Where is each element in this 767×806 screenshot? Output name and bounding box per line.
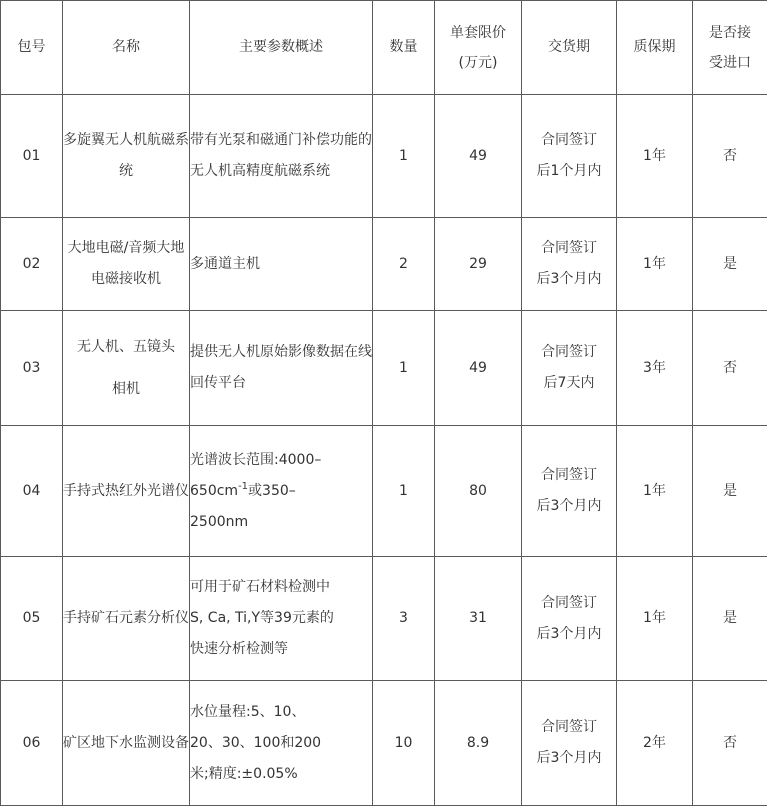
cell-delivery	[522, 681, 617, 806]
params-post: 或350–	[248, 482, 296, 499]
name-line2: 相机	[112, 381, 140, 397]
cell-price: 31	[435, 557, 522, 681]
params-line3: 米;精度:±0.05%	[190, 765, 298, 782]
header-row	[1, 1, 767, 95]
params-line2: 20、30、100和200	[190, 734, 322, 751]
cell-import: 否	[693, 311, 767, 426]
cell-warranty: 1年	[617, 557, 693, 681]
delivery-line2: 后3个月内	[536, 750, 602, 766]
delivery-line1: 合同签订	[541, 344, 597, 360]
cell-qty: 1	[373, 426, 435, 557]
table-row	[1, 218, 767, 311]
table-row	[1, 95, 767, 218]
cell-price: 29	[435, 218, 522, 311]
cell-warranty: 1年	[617, 426, 693, 557]
cell-params	[190, 681, 373, 806]
header-import-line2: 受进口	[709, 54, 751, 71]
cell-qty: 1	[373, 95, 435, 218]
cell-delivery	[522, 95, 617, 218]
table-row	[1, 681, 767, 806]
cell-warranty: 3年	[617, 311, 693, 426]
cell-pkg: 01	[1, 95, 63, 218]
cell-pkg: 02	[1, 218, 63, 311]
table-row	[1, 311, 767, 426]
cell-price: 8.9	[435, 681, 522, 806]
cell-price: 49	[435, 95, 522, 218]
cell-import: 否	[693, 95, 767, 218]
cell-warranty: 1年	[617, 218, 693, 311]
cell-price: 80	[435, 426, 522, 557]
cell-params: 带有光泵和磁通门补偿功能的无人机高精度航磁系统	[190, 95, 373, 218]
cell-qty: 3	[373, 557, 435, 681]
cell-delivery	[522, 218, 617, 311]
params-line2	[190, 476, 372, 507]
delivery-line2: 后1个月内	[536, 163, 602, 179]
params-line1: 光谱波长范围:4000–	[190, 451, 322, 468]
table-row	[1, 426, 767, 557]
delivery-line2: 后3个月内	[536, 498, 602, 514]
cell-price: 49	[435, 311, 522, 426]
delivery-line1: 合同签订	[541, 467, 597, 483]
header-name: 名称	[63, 1, 190, 95]
cell-import: 是	[693, 426, 767, 557]
params-sup: -1	[238, 480, 249, 492]
header-qty: 数量	[373, 1, 435, 95]
params-line2: S, Ca, Ti,Y等39元素的	[190, 610, 334, 626]
cell-delivery	[522, 311, 617, 426]
cell-params: 提供无人机原始影像数据在线回传平台	[190, 311, 373, 426]
params-pre: 650cm	[190, 482, 239, 499]
cell-pkg: 03	[1, 311, 63, 426]
cell-name: 手持矿石元素分析仪	[63, 557, 190, 681]
header-price-line1: 单套限价	[450, 24, 506, 41]
header-import-line1: 是否接	[709, 24, 751, 41]
delivery-line2: 后7天内	[543, 375, 595, 391]
cell-warranty: 1年	[617, 95, 693, 218]
cell-params: 多通道主机	[190, 218, 373, 311]
delivery-line1: 合同签订	[541, 132, 597, 148]
cell-name: 矿区地下水监测设备	[63, 681, 190, 806]
cell-name: 手持式热红外光谱仪	[63, 426, 190, 557]
cell-name	[63, 311, 190, 426]
cell-pkg: 05	[1, 557, 63, 681]
cell-params	[190, 557, 373, 681]
cell-delivery	[522, 557, 617, 681]
cell-qty: 1	[373, 311, 435, 426]
cell-pkg: 06	[1, 681, 63, 806]
cell-import: 是	[693, 218, 767, 311]
delivery-line2: 后3个月内	[536, 625, 602, 642]
cell-delivery	[522, 426, 617, 557]
header-pkg: 包号	[1, 1, 63, 95]
table-row	[1, 557, 767, 681]
cell-qty: 2	[373, 218, 435, 311]
delivery-line2: 后3个月内	[536, 271, 602, 287]
cell-name: 多旋翼无人机航磁系统	[63, 95, 190, 218]
header-delivery: 交货期	[522, 1, 617, 95]
cell-name: 大地电磁/音频大地电磁接收机	[63, 218, 190, 311]
header-warranty: 质保期	[617, 1, 693, 95]
cell-qty: 10	[373, 681, 435, 806]
cell-import: 是	[693, 557, 767, 681]
delivery-line1: 合同签订	[541, 240, 597, 256]
cell-warranty: 2年	[617, 681, 693, 806]
header-price-line2: (万元)	[458, 54, 498, 71]
header-price	[435, 1, 522, 95]
header-import	[693, 1, 767, 95]
name-line1: 无人机、五镜头	[77, 339, 175, 355]
params-line1: 可用于矿石材料检测中	[190, 579, 330, 595]
params-line3: 2500nm	[190, 513, 249, 530]
cell-pkg: 04	[1, 426, 63, 557]
params-line1: 水位量程:5、10、	[190, 703, 306, 720]
delivery-line1: 合同签订	[541, 719, 597, 735]
delivery-line1: 合同签订	[541, 594, 597, 611]
header-params: 主要参数概述	[190, 1, 373, 95]
cell-params	[190, 426, 373, 557]
cell-import: 否	[693, 681, 767, 806]
params-line3: 快速分析检测等	[190, 641, 288, 657]
